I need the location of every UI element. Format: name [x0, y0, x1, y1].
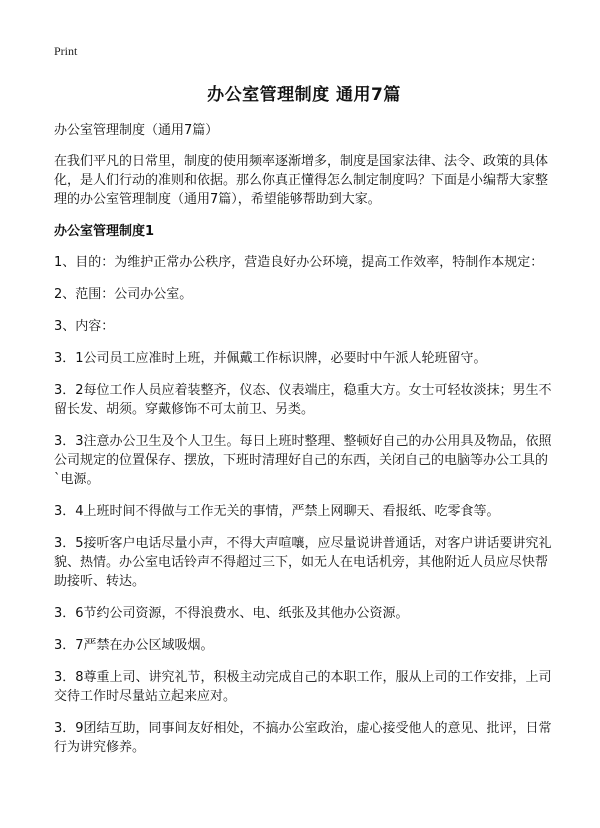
print-label: Print: [54, 44, 78, 58]
rule-item: 2、范围：公司办公室。: [54, 287, 193, 302]
rule-item: 3．3注意办公卫生及个人卫生。每日上班时整理、整顿好自己的办公用具及物品，依照公司规定的位置保存、摆放，下班时清理好自己的东西，关闭自己的电脑等办公工具的`电源。: [54, 434, 552, 487]
rule-item: 3．7严禁在办公区域吸烟。: [54, 638, 214, 653]
section-heading: 办公室管理制度1: [54, 224, 155, 239]
intro-paragraph: 在我们平凡的日常里，制度的使用频率逐渐增多，制度是国家法律、法令、政策的具体化，是人们行动的准则和依据。那么你真正懂得怎么制定制度吗？下面是小编帮大家整理的办公室管理制度（通用7篇），希望能够帮助到大家。: [54, 154, 549, 207]
rule-item: 3．2每位工作人员应着装整齐，仪态、仪表端庄，稳重大方。女士可轻妆淡抹；男生不留长发、胡须。穿戴修饰不可太前卫、另类。: [54, 383, 552, 417]
rule-list: [54, 253, 554, 757]
document-subtitle: 办公室管理制度（通用7篇）: [54, 123, 219, 138]
rule-item: 3、内容：: [54, 319, 115, 334]
rule-item: 3．5接听客户电话尽量小声，不得大声喧嚷，应尽量说讲普通话，对客户讲话要讲究礼貌、热情。办公室电话铃声不得超过三下，如无人在电话机旁，其他附近人员应尽快帮助接听、转达。: [54, 536, 552, 589]
rule-item: 3．8尊重上司、讲究礼节，积极主动完成自己的本职工作，服从上司的工作安排，上司交待工作时尽量站立起来应对。: [54, 670, 552, 704]
rule-item: 3．9团结互助，同事间友好相处，不搞办公室政治，虚心接受他人的意见、批评，日常行为讲究修养。: [54, 721, 552, 755]
document-body: [54, 80, 554, 770]
rule-item: 3．1公司员工应准时上班，并佩戴工作标识牌，必要时中午派人轮班留守。: [54, 351, 487, 366]
rule-item: 1、目的：为维护正常办公秩序，营造良好办公环境，提高工作效率，特制作本规定：: [54, 255, 544, 270]
document-title: 办公室管理制度 通用7篇: [207, 85, 401, 105]
rule-item: 3．4上班时间不得做与工作无关的事情，严禁上网聊天、看报纸、吃零食等。: [54, 504, 500, 519]
rule-item: 3．6节约公司资源，不得浪费水、电、纸张及其他办公资源。: [54, 606, 409, 621]
